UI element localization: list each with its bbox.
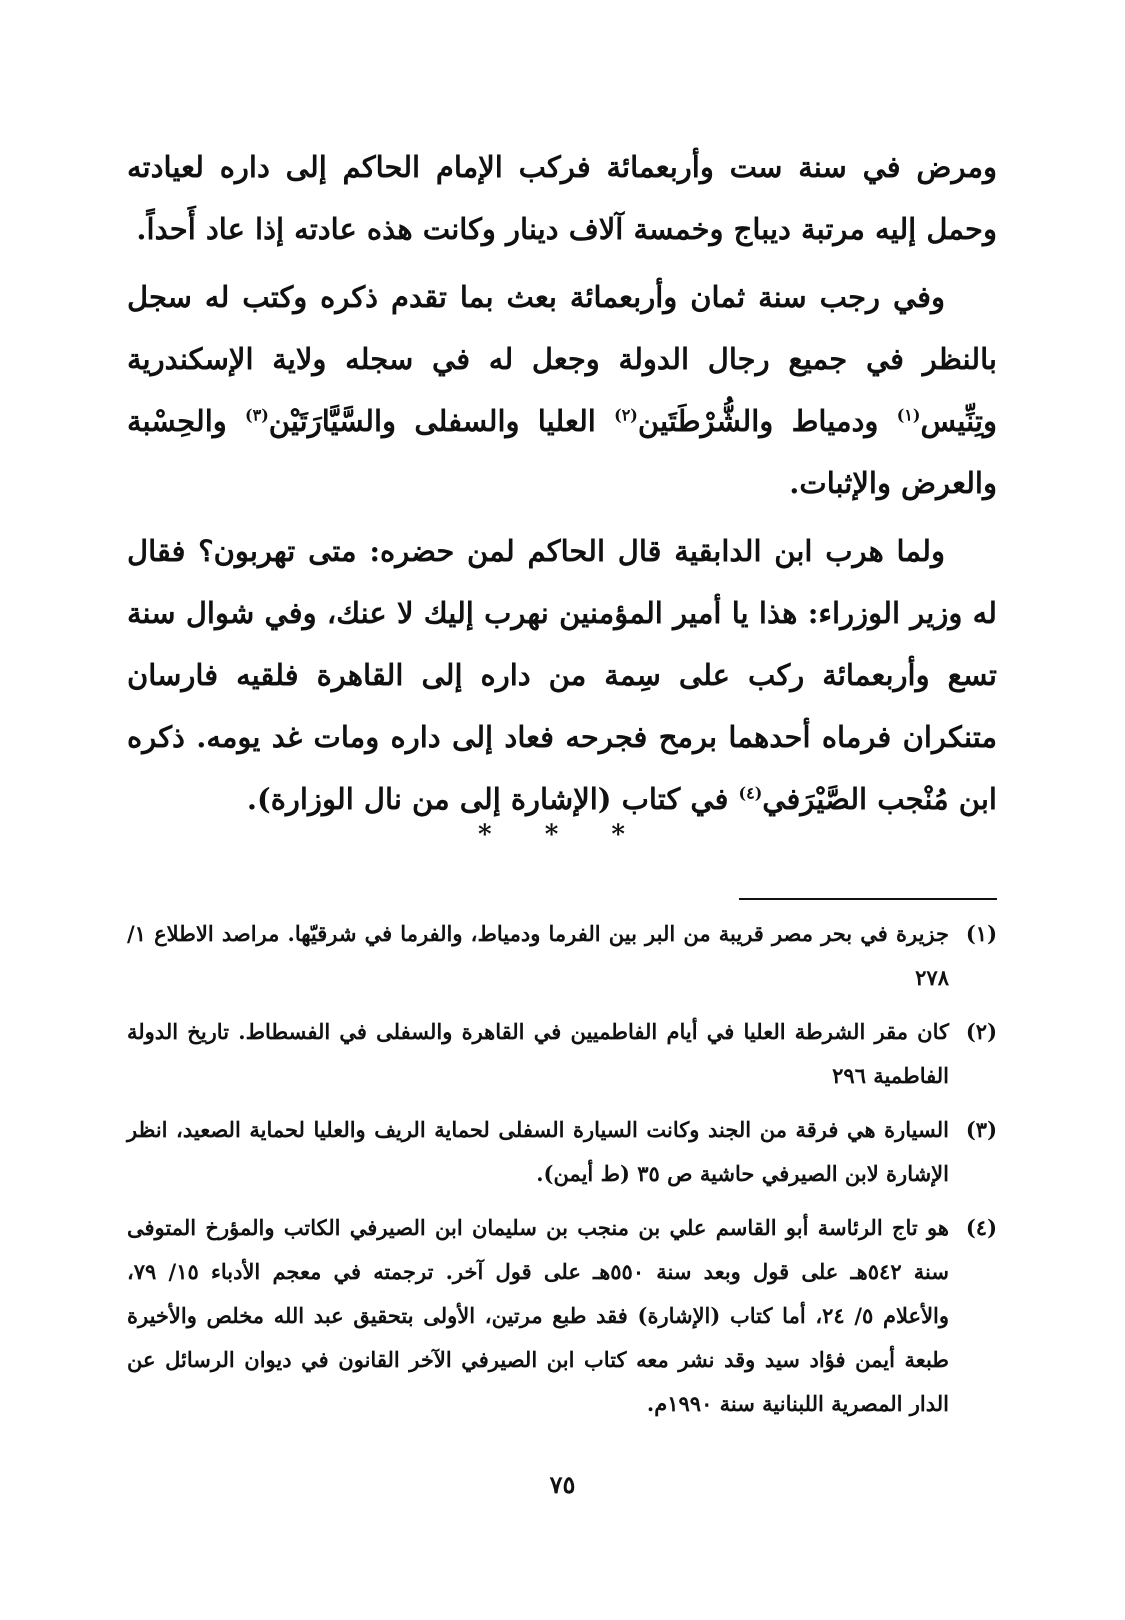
footnote-4 xyxy=(127,1206,997,1426)
footnote-3 xyxy=(127,1108,997,1196)
footnote-text: هو تاج الرئاسة أبو القاسم علي بن منجب بن سليمان ابن الصيرفي الكاتب والمؤرخ المتوفى سنة ٥٤٢هـ على قول وبعد سنة ٥٥٠هـ على قول آخر. ترجمته في معجم الأدباء ١٥/ ٧٩، والأعلام ٥/ ٢٤، أما كتاب (الإشارة) فقد طبع مرتين، الأولى بتحقيق عبد الله مخلص والأخيرة طبعة أيمن فؤاد سيد وقد نشر معه كتاب ابن الصيرفي الآخر القانون في ديوان الرسائل عن الدار المصرية اللبنانية سنة ١٩٩٠م. xyxy=(127,1215,950,1416)
footnote-2 xyxy=(127,1010,997,1098)
paragraph-2: وفي رجب سنة ثمان وأربعمائة بعث بما تقدم ذكره وكتب له سجل بالنظر في جميع رجال الدولة وجعل له في سجله ولاية الإسكندرية وتِنِّيس$^{(١)}$ ودمياط والشُّرْطَتَين$^{(٢)}$ العليا والسفلى والسَّيَّارَتَيْن$^{(٣)}$ والحِسْبة والعرض والإثبات. xyxy=(127,280,997,500)
footnote-divider xyxy=(739,898,997,900)
paragraph-3: ولما هرب ابن الدابقية قال الحاكم لمن حضره: متى تهربون؟ فقال له وزير الوزراء: هذا يا أمير المؤمنين نهرب إليك لا عنك، وفي شوال سنة تسع وأربعمائة ركب على سِمة من داره إلى القاهرة فلقيه فارسان متنكران فرماه أحدهما برمح فجرحه فعاد إلى داره ومات غد يومه. ذكره ابن مُنْجب الصَّيْرَفي$^{(٤)}$ في كتاب (الإشارة إلى من نال الوزارة). xyxy=(127,534,997,816)
footnote-ref-2[interactable]: (٢) xyxy=(614,405,638,425)
footnote-text: جزيرة في بحر مصر قريبة من البر بين الفرما ودمياط، والفرما في شرقيّها. مراصد الاطلاع ١/ ٢٧٨ xyxy=(127,921,949,990)
footnotes xyxy=(127,912,997,1436)
footnote-text: كان مقر الشرطة العليا في أيام الفاطميين في القاهرة والسفلى في الفسطاط. تاريخ الدولة الفاطمية ٢٩٦ xyxy=(127,1019,949,1088)
footnote-text: السيارة هي فرقة من الجند وكانت السيارة السفلى لحماية الريف والعليا لحماية الصعيد، انظر الإشارة لابن الصيرفي حاشية ص ٣٥ (ط أيمن). xyxy=(127,1117,949,1186)
footnote-ref-1[interactable]: (١) xyxy=(896,405,921,425)
footnote-ref-3[interactable]: (٣) xyxy=(245,405,269,425)
footnote-number: (٤) xyxy=(965,1215,997,1240)
main-text xyxy=(127,136,997,836)
footnote-ref-4[interactable]: (٤) xyxy=(738,783,763,803)
footnote-number: (١) xyxy=(965,921,997,946)
footnote-number: (٣) xyxy=(965,1117,997,1142)
footnote-number: (٢) xyxy=(965,1019,997,1044)
paragraph-1: ومرض في سنة ست وأربعمائة فركب الإمام الحاكم إلى داره لعيادته وحمل إليه مرتبة ديباج وخمسة آلاف دينار وكانت هذه عادته إذا عاد أَحداً. xyxy=(127,150,997,246)
section-separator: * * * xyxy=(478,820,647,850)
page-number: ٧٥ xyxy=(549,1470,576,1499)
footnote-1 xyxy=(127,912,997,1000)
